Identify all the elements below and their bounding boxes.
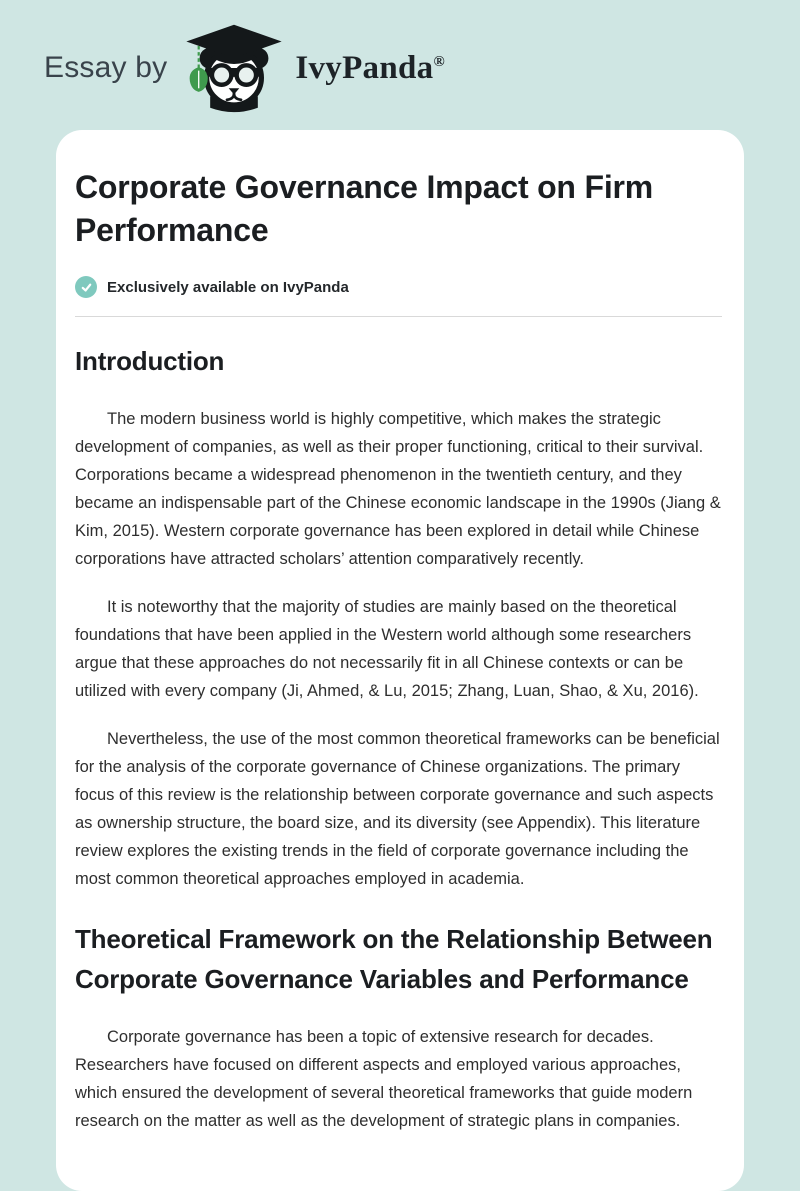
paragraph-intro-3: Nevertheless, the use of the most common theoretical frameworks can be beneficial for the analysis of the corporate governance of Chinese organizations. The primary focus of this review is the relationship between corporate governance and such aspects as ownership structure, the board size, and its diversity (see Appendix). This literature review explores the existing trends in the field of corporate governance including the most common theoretical approaches employed in academia.	[75, 730, 720, 888]
section-heading-theoretical-framework: Theoretical Framework on the Relationship Between Corporate Governance Variables and Performance	[75, 924, 713, 994]
essay-card	[56, 130, 744, 1191]
section-heading-introduction: Introduction	[75, 346, 225, 376]
exclusive-badge	[75, 276, 722, 298]
brand-text: IvyPanda	[295, 49, 434, 86]
exclusive-badge-label: Exclusively available on IvyPanda	[107, 278, 349, 296]
paragraph-intro-2: It is noteworthy that the majority of studies are mainly based on the theoretical foundations that have been applied in the Western world although some researchers argue that these approaches do not necessarily fit in all Chinese contexts or can be utilized with every company (Ji, Ahmed, & Lu, 2015; Zhang, Luan, Shao, & Xu, 2016).	[75, 598, 699, 700]
ivypanda-panda-logo-icon	[181, 23, 287, 113]
check-icon	[75, 276, 97, 298]
divider	[75, 316, 722, 317]
paragraph-framework-1: Corporate governance has been a topic of extensive research for decades. Researchers have focused on different aspects and employed various approaches, which ensured the development of several theoretical frameworks that guide modern research on the matter as well as the development of strategic plans in companies.	[75, 1028, 693, 1130]
paragraph-intro-1: The modern business world is highly competitive, which makes the strategic development of companies, as well as their proper functioning, critical to their survival. Corporations became a widespread phenomenon in the twentieth century, and they became an indispensable part of the Chinese economic landscape in the 1990s (Jiang & Kim, 2015). Western corporate governance has been explored in detail while Chinese corporations have attracted scholars’ attention comparatively recently.	[75, 410, 721, 568]
registered-mark: ®	[433, 53, 445, 70]
essay-title: Corporate Governance Impact on Firm Performance	[75, 169, 654, 248]
site-header	[0, 0, 800, 130]
essay-by-label: Essay by	[44, 51, 168, 84]
brand-name	[295, 50, 445, 87]
